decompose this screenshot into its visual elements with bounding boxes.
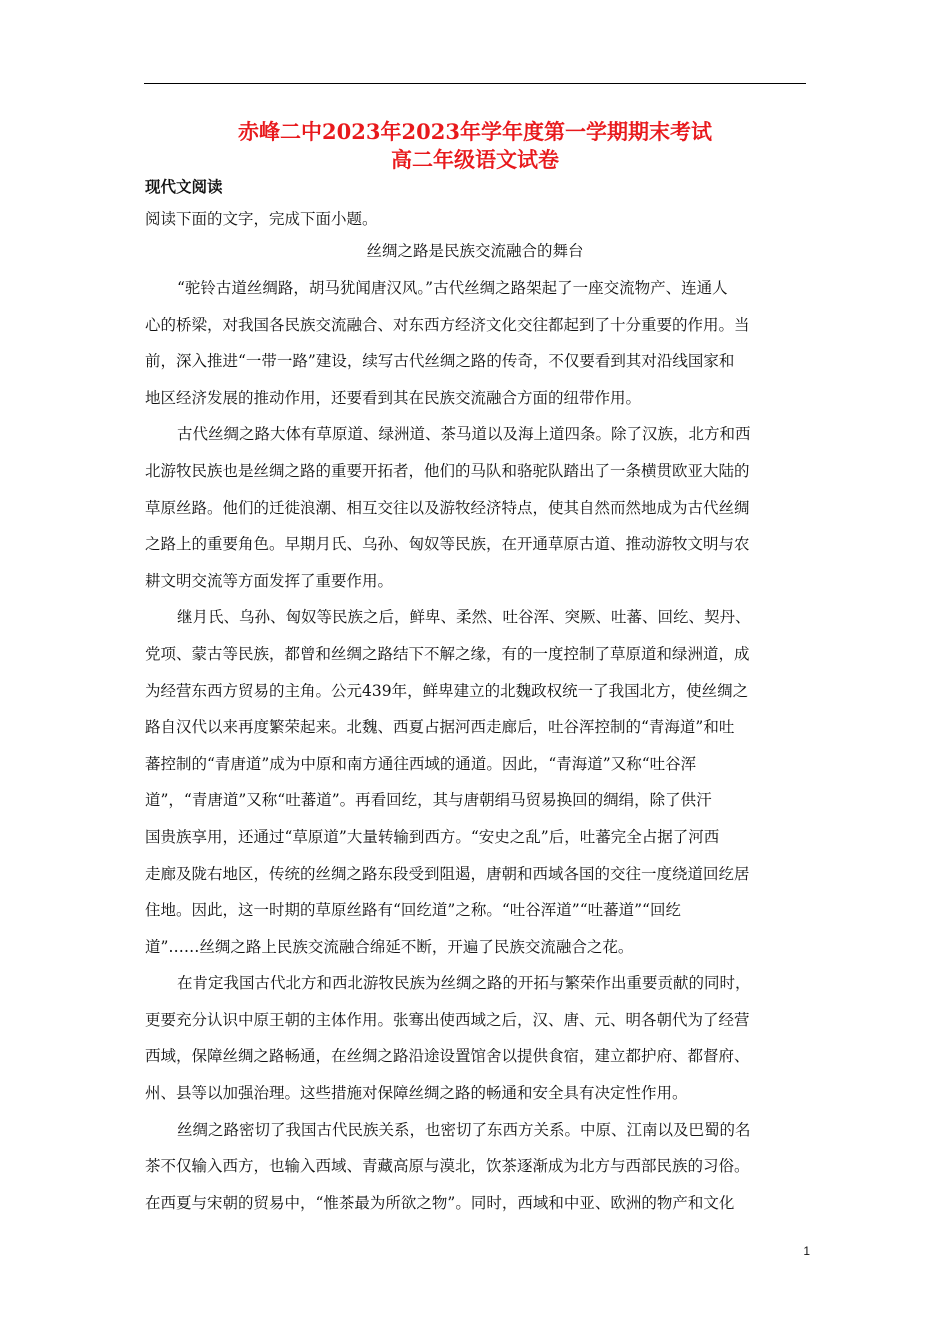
- section-heading: 现代文阅读: [145, 178, 223, 196]
- paragraph-line: 丝绸之路密切了我国古代民族关系，也密切了东西方关系。中原、江南以及巴蜀的名: [177, 1120, 751, 1139]
- paragraph-line: 西域，保障丝绸之路畅通，在丝绸之路沿途设置馆舍以提供食宿，建立都护府、都督府、: [145, 1047, 750, 1066]
- paragraph-line: 耕文明交流等方面发挥了重要作用。: [145, 571, 394, 590]
- paragraph-line: 之路上的重要角色。早期月氏、乌孙、匈奴等民族，在开通草原古道、推动游牧文明与农: [145, 535, 750, 554]
- exam-title-line-1: 赤峰二中2023年2023年学年度第一学期期末考试: [238, 119, 712, 144]
- paragraph-line: 州、县等以加强治理。这些措施对保障丝绸之路的畅通和安全具有决定性作用。: [145, 1084, 688, 1103]
- paragraph-line: 继月氏、乌孙、匈奴等民族之后，鲜卑、柔然、吐谷浑、突厥、吐蕃、回纥、契丹、: [177, 608, 751, 627]
- paragraph-line: 心的桥梁，对我国各民族交流融合、对东西方经济文化交往都起到了十分重要的作用。当: [145, 315, 750, 334]
- paragraph-line: 走廊及陇右地区，传统的丝绸之路东段受到阻遏，唐朝和西域各国的交往一度绕道回纥居: [145, 864, 750, 883]
- paragraph-line: 国贵族享用，还通过“草原道”大量转输到西方。“安史之乱”后，吐蕃完全占据了河西: [145, 827, 720, 846]
- article-title: 丝绸之路是民族交流融合的舞台: [366, 242, 584, 260]
- reading-instruction: 阅读下面的文字，完成下面小题。: [145, 210, 378, 228]
- article-paragraph: [145, 270, 801, 416]
- paragraph-line: 在肯定我国古代北方和西北游牧民族为丝绸之路的开拓与繁荣作出重要贡献的同时，: [177, 974, 751, 993]
- page-number: 1: [803, 1244, 810, 1258]
- paragraph-line: 蕃控制的“青唐道”成为中原和南方通往西域的通道。因此，“青海道”又称“吐谷浑: [145, 754, 697, 773]
- paragraph-line: 前，深入推进“一带一路”建设，续写古代丝绸之路的传奇，不仅要看到其对沿线国家和: [145, 352, 735, 371]
- paragraph-line: 地区经济发展的推动作用，还要看到其在民族交流融合方面的纽带作用。: [145, 388, 642, 407]
- exam-title: [144, 118, 806, 174]
- article-paragraph: [145, 599, 801, 965]
- paragraph-line: 草原丝路。他们的迁徙浪潮、相互交往以及游牧经济特点，使其自然而然地成为古代丝绸: [145, 498, 750, 517]
- paragraph-line: 在西夏与宋朝的贸易中，“惟茶最为所欲之物”。同时，西域和中亚、欧洲的物产和文化: [145, 1193, 735, 1212]
- paragraph-line: 道”……丝绸之路上民族交流融合绵延不断，开遍了民族交流融合之花。: [145, 937, 634, 956]
- paragraph-line: 为经营东西方贸易的主角。公元439年，鲜卑建立的北魏政权统一了我国北方，使丝绸之: [145, 681, 749, 700]
- header-rule: [144, 83, 806, 84]
- article-paragraph: [145, 1112, 801, 1222]
- paragraph-line: 党项、蒙古等民族，都曾和丝绸之路结下不解之缘，有的一度控制了草原道和绿洲道，成: [145, 644, 750, 663]
- paragraph-line: 住地。因此，这一时期的草原丝路有“回纥道”之称。“吐谷浑道”“吐蕃道”“回纥: [145, 901, 681, 920]
- paragraph-line: 更要充分认识中原王朝的主体作用。张骞出使西域之后，汉、唐、元、明各朝代为了经营: [145, 1010, 750, 1029]
- paragraph-line: 路自汉代以来再度繁荣起来。北魏、西夏占据河西走廊后，吐谷浑控制的“青海道”和吐: [145, 718, 735, 737]
- paragraph-line: 道”，“青唐道”又称“吐蕃道”。再看回纥，其与唐朝绢马贸易换回的绸绢，除了供汗: [145, 791, 712, 810]
- article-paragraph: [145, 965, 801, 1111]
- exam-title-line-2: 高二年级语文试卷: [391, 147, 559, 172]
- paragraph-line: 北游牧民族也是丝绸之路的重要开拓者，他们的马队和骆驼队踏出了一条横贯欧亚大陆的: [145, 461, 750, 480]
- paragraph-line: 茶不仅输入西方，也输入西域、青藏高原与漠北，饮茶逐渐成为北方与西部民族的习俗。: [145, 1157, 750, 1176]
- paragraph-line: 古代丝绸之路大体有草原道、绿洲道、茶马道以及海上道四条。除了汉族，北方和西: [177, 425, 751, 444]
- paragraph-line: “驼铃古道丝绸路，胡马犹闻唐汉风。”古代丝绸之路架起了一座交流物产、连通人: [177, 279, 728, 297]
- article-body: [145, 270, 801, 1221]
- article-paragraph: [145, 416, 801, 599]
